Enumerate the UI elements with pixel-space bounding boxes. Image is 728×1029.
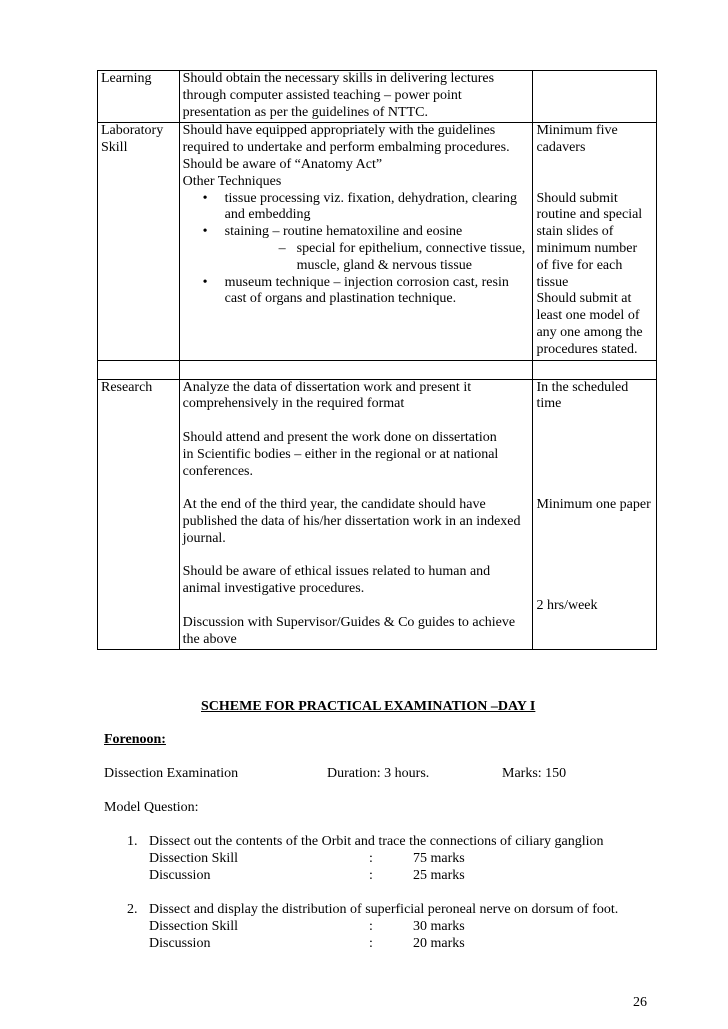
category-label: Laboratory	[101, 123, 164, 139]
category-label: Research	[101, 379, 153, 395]
forenoon-heading: Forenoon:	[104, 732, 166, 747]
requirement-text: Should have equipped appropriately with the guidelines required to undertake and perform embalming procedures.	[182, 123, 510, 156]
empty-cell	[98, 360, 180, 379]
remark-text: Should submit	[536, 190, 618, 206]
part-marks: 75 marks	[413, 851, 465, 866]
remark-cell	[533, 71, 657, 123]
category-cell	[98, 379, 180, 650]
question-number: 2.	[127, 902, 138, 917]
part-label: Discussion	[149, 868, 211, 883]
requirements-cell	[179, 379, 533, 650]
remark-cell	[533, 379, 657, 650]
question-text: Dissect out the contents of the Orbit and trace the connections of ciliary ganglion	[149, 834, 604, 849]
remark-text: Minimum five	[536, 123, 618, 139]
table-row-empty	[98, 360, 657, 379]
requirement-text: Should be aware of “Anatomy Act”	[182, 156, 383, 172]
bullet-text: tissue processing viz. fixation, dehydration, clearing and embedding	[224, 190, 518, 223]
remark-text: In the scheduled time	[536, 379, 629, 412]
part-label: Dissection Skill	[149, 919, 239, 934]
question-text: Dissect and display the distribution of superficial peroneal nerve on dorsum of foot.	[149, 902, 619, 917]
part-marks: 25 marks	[413, 868, 465, 883]
requirements-table	[97, 70, 657, 650]
remark-text: cadavers	[536, 140, 586, 156]
bullet-text: staining – routine hematoxiline and eosine	[224, 224, 463, 240]
remark-text: Should submit at	[536, 291, 632, 307]
part-separator: :	[369, 868, 373, 883]
bullet-item	[203, 224, 530, 241]
sub-item-text: special for epithelium, connective tissue, muscle, gland & nervous tissue	[296, 240, 526, 273]
exam-name: Dissection Examination	[104, 766, 239, 781]
exam-marks: Marks: 150	[502, 766, 567, 781]
exam-duration: Duration: 3 hours.	[327, 766, 430, 781]
part-separator: :	[369, 936, 373, 951]
part-separator: :	[369, 919, 373, 934]
remark-text: any one among the	[536, 324, 643, 340]
requirement-text: Should attend and present the work done on dissertation	[182, 429, 497, 445]
remark-text: stain slides of	[536, 224, 614, 240]
bullet-icon: •	[202, 224, 208, 240]
part-marks: 20 marks	[413, 936, 465, 951]
bullet-text: museum technique – injection corrosion cast, resin cast of organs and plastination technique.	[224, 274, 509, 307]
category-label: Learning	[101, 71, 152, 86]
requirement-text: At the end of the third year, the candidate should have published the data of his/her dissertation work in an indexed journal.	[182, 497, 521, 546]
bullet-item	[203, 275, 530, 309]
remark-cell	[533, 123, 657, 360]
scheme-title: SCHEME FOR PRACTICAL EXAMINATION –DAY I	[201, 699, 536, 714]
table-row-learning	[98, 71, 657, 123]
dash-icon: –	[278, 240, 286, 256]
requirement-text: Discussion with Supervisor/Guides & Co guides to achieve the above	[182, 614, 516, 647]
remark-text: least one model of	[536, 308, 640, 324]
requirement-text: Analyze the data of dissertation work and present it comprehensively in the required format	[182, 379, 472, 412]
part-marks: 30 marks	[413, 919, 465, 934]
sub-item	[279, 241, 530, 275]
bullet-icon: •	[202, 190, 208, 206]
requirements-cell	[179, 123, 533, 360]
category-label: Skill	[101, 140, 128, 156]
part-label: Discussion	[149, 936, 211, 951]
category-cell	[98, 71, 180, 123]
page-number: 26	[633, 995, 647, 1010]
remark-text: tissue	[536, 274, 569, 290]
bullet-item	[203, 191, 530, 225]
remark-text: Minimum one paper	[536, 497, 651, 513]
requirement-text: Should be aware of ethical issues related to human and animal investigative procedures.	[182, 564, 491, 597]
remark-text: of five for each	[536, 257, 623, 273]
bullet-icon: •	[202, 274, 208, 290]
requirement-text: in Scientific bodies – either in the regional or at national conferences.	[182, 446, 499, 479]
remark-text: minimum number	[536, 240, 638, 256]
part-separator: :	[369, 851, 373, 866]
remark-text: procedures stated.	[536, 341, 638, 357]
remark-text: 2 hrs/week	[536, 597, 598, 613]
table-row-research	[98, 379, 657, 650]
requirement-text: Other Techniques	[182, 173, 282, 189]
requirements-cell	[179, 71, 533, 123]
remark-text: routine and special	[536, 207, 643, 223]
requirement-text: Should obtain the necessary skills in delivering lectures through computer assisted teaching – power point presentation as per the guidelines of NTTC.	[182, 71, 495, 120]
model-question-label: Model Question:	[104, 800, 199, 815]
empty-cell	[179, 360, 533, 379]
empty-cell	[533, 360, 657, 379]
category-cell	[98, 123, 180, 360]
part-label: Dissection Skill	[149, 851, 239, 866]
table-row-laboratory-skill	[98, 123, 657, 360]
question-number: 1.	[127, 834, 138, 849]
